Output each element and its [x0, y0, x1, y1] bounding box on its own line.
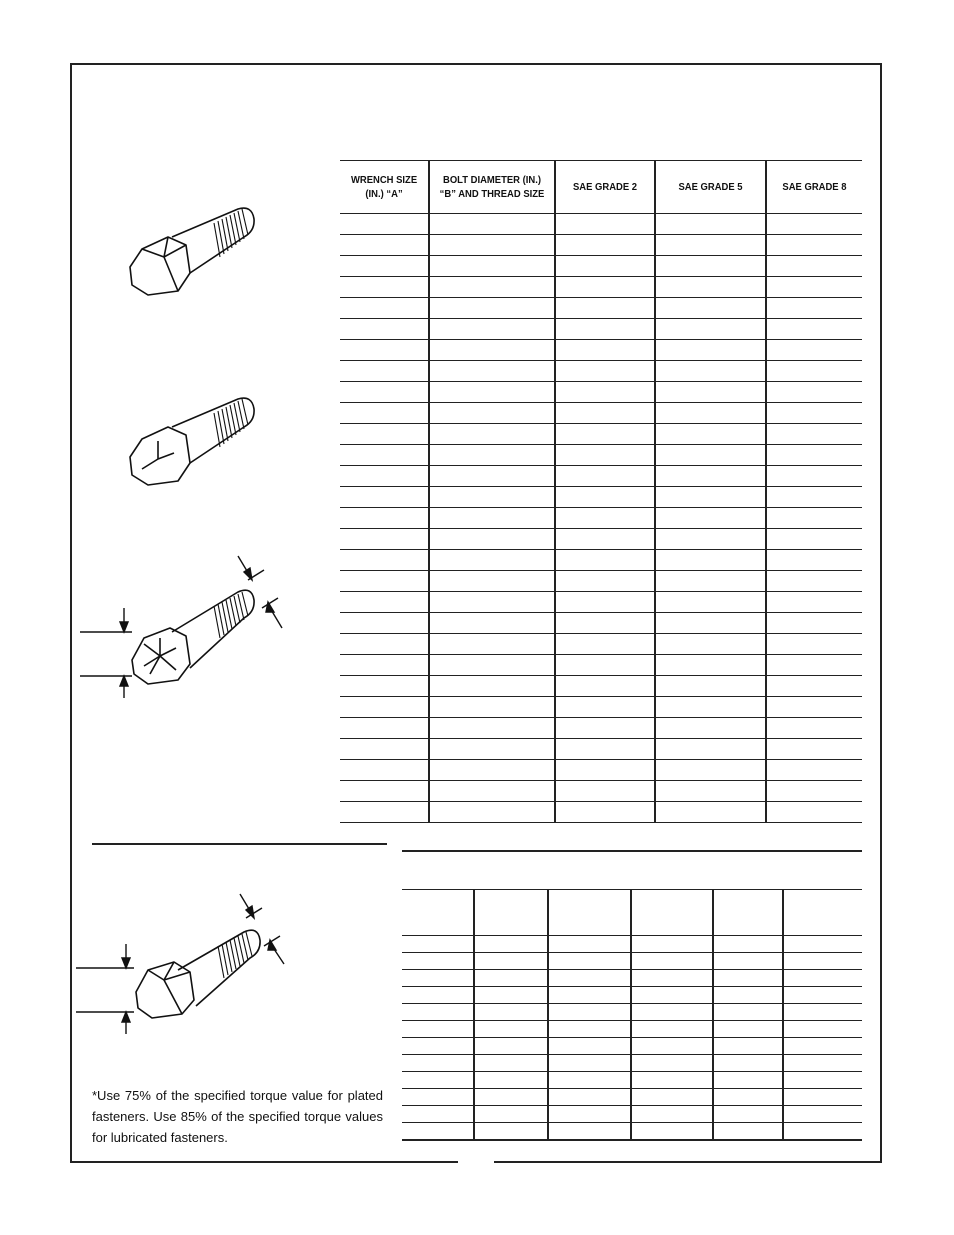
- metric-table-cell: [474, 1021, 548, 1038]
- sae-table-cell: [429, 361, 555, 382]
- metric-table-cell: [474, 1004, 548, 1021]
- sae-table-cell: [555, 277, 655, 298]
- metric-table-cell: [402, 1123, 474, 1141]
- metric-table-row: [402, 1123, 862, 1141]
- sae-table-cell: [340, 361, 429, 382]
- metric-table-row: [402, 1106, 862, 1123]
- sae-table-cell: [555, 592, 655, 613]
- metric-table-row: [402, 970, 862, 987]
- sae-table-cell: [766, 298, 862, 319]
- sae-table-cell: [555, 298, 655, 319]
- sae-table-cell: [429, 403, 555, 424]
- metric-table-cell: [548, 1123, 631, 1141]
- metric-table-cell: [783, 1072, 862, 1089]
- sae-table-cell: [655, 340, 766, 361]
- metric-table-row: [402, 1089, 862, 1106]
- sae-table-cell: [655, 508, 766, 529]
- metric-table-cell: [783, 987, 862, 1004]
- sae-torque-table: [340, 160, 862, 823]
- sae-table-cell: [340, 655, 429, 676]
- page-number-gap: [458, 1158, 494, 1166]
- sae-table-cell: [766, 361, 862, 382]
- metric-table-cell: [713, 1004, 783, 1021]
- metric-table-cell: [713, 1021, 783, 1038]
- metric-torque-table: [402, 889, 862, 1141]
- sae-table-cell: [766, 424, 862, 445]
- sae-table-cell: [340, 214, 429, 235]
- sae-table-cell: [655, 655, 766, 676]
- bolt-grade5-icon: [120, 385, 270, 495]
- sae-table-cell: [655, 697, 766, 718]
- header-sae-grade-5: SAE GRADE 5: [661, 161, 761, 214]
- sae-table-row: [340, 340, 862, 361]
- metric-table-cell: [631, 1123, 713, 1141]
- sae-table-cell: [429, 319, 555, 340]
- sae-table-cell: [340, 760, 429, 781]
- metric-table-cell: [402, 1072, 474, 1089]
- sae-table-row: [340, 382, 862, 403]
- sae-table-cell: [555, 256, 655, 277]
- sae-table-cell: [555, 634, 655, 655]
- torque-note: *Use 75% of the specified torque value for plated fasteners. Use 85% of the specified torque values for lubricated fasteners.: [92, 1088, 383, 1145]
- sae-table-cell: [429, 235, 555, 256]
- sae-table-cell: [766, 655, 862, 676]
- sae-table-cell: [555, 214, 655, 235]
- sae-table-cell: [655, 781, 766, 802]
- metric-table-cell: [783, 1038, 862, 1055]
- metric-table-row: [402, 1038, 862, 1055]
- sae-table-body: [340, 214, 862, 823]
- sae-table-cell: [429, 382, 555, 403]
- metric-header-cell: [402, 890, 474, 936]
- sae-table-cell: [340, 781, 429, 802]
- sae-table-cell: [555, 676, 655, 697]
- sae-table-cell: [340, 424, 429, 445]
- sae-table-cell: [429, 424, 555, 445]
- sae-table-cell: [340, 802, 429, 823]
- sae-table-row: [340, 361, 862, 382]
- metric-table-row: [402, 1055, 862, 1072]
- sae-table-cell: [340, 697, 429, 718]
- sae-table-cell: [429, 214, 555, 235]
- sae-table-cell: [766, 781, 862, 802]
- sae-table-cell: [555, 655, 655, 676]
- sae-table-cell: [766, 214, 862, 235]
- sae-table-cell: [766, 319, 862, 340]
- sae-table-cell: [429, 802, 555, 823]
- sae-table-cell: [340, 718, 429, 739]
- sae-table-row: [340, 802, 862, 823]
- metric-table-cell: [474, 1089, 548, 1106]
- sae-table-cell: [555, 760, 655, 781]
- sae-table-cell: [340, 571, 429, 592]
- metric-table-cell: [474, 1055, 548, 1072]
- sae-table-cell: [340, 277, 429, 298]
- metric-table-cell: [783, 1021, 862, 1038]
- sae-table-cell: [766, 613, 862, 634]
- sae-table-cell: [340, 592, 429, 613]
- sae-table-cell: [655, 361, 766, 382]
- metric-table-cell: [548, 936, 631, 953]
- sae-table-cell: [555, 361, 655, 382]
- sae-table-cell: [655, 592, 766, 613]
- metric-table-cell: [474, 1123, 548, 1141]
- sae-table-row: [340, 424, 862, 445]
- sae-table-cell: [655, 298, 766, 319]
- sae-table-cell: [340, 445, 429, 466]
- sae-table-cell: [340, 739, 429, 760]
- metric-table-row: [402, 1021, 862, 1038]
- sae-table-cell: [340, 340, 429, 361]
- sae-table-cell: [766, 529, 862, 550]
- sae-table-cell: [429, 340, 555, 361]
- sae-table-cell: [766, 277, 862, 298]
- sae-table-cell: [555, 550, 655, 571]
- sae-table-row: [340, 277, 862, 298]
- metric-table-title-rule: [402, 850, 862, 852]
- metric-table-cell: [631, 1021, 713, 1038]
- sae-table-row: [340, 571, 862, 592]
- metric-table-cell: [783, 1106, 862, 1123]
- metric-table-cell: [631, 1072, 713, 1089]
- sae-table-cell: [429, 277, 555, 298]
- sae-table-cell: [555, 697, 655, 718]
- section-divider: [92, 843, 387, 845]
- metric-table-cell: [474, 936, 548, 953]
- sae-table-cell: [429, 718, 555, 739]
- sae-table-cell: [429, 634, 555, 655]
- metric-table-row: [402, 936, 862, 953]
- header-sae-grade-2: SAE GRADE 2: [560, 161, 650, 214]
- sae-table-cell: [340, 403, 429, 424]
- metric-table-cell: [631, 970, 713, 987]
- metric-table-cell: [402, 953, 474, 970]
- sae-table-cell: [655, 676, 766, 697]
- sae-table-cell: [429, 550, 555, 571]
- metric-table-cell: [548, 1089, 631, 1106]
- metric-table-row: [402, 1072, 862, 1089]
- sae-table-cell: [766, 508, 862, 529]
- metric-table-cell: [402, 1021, 474, 1038]
- metric-table-cell: [402, 1055, 474, 1072]
- sae-table-cell: [555, 466, 655, 487]
- sae-table-row: [340, 697, 862, 718]
- sae-table-cell: [766, 697, 862, 718]
- sae-table-cell: [655, 718, 766, 739]
- sae-table-cell: [766, 256, 862, 277]
- sae-table-cell: [555, 802, 655, 823]
- sae-table-cell: [340, 382, 429, 403]
- sae-table-row: [340, 298, 862, 319]
- sae-table-cell: [340, 298, 429, 319]
- sae-table-cell: [340, 487, 429, 508]
- sae-table-cell: [655, 487, 766, 508]
- metric-header-cell: [548, 890, 631, 936]
- metric-header-cell: [713, 890, 783, 936]
- sae-table-cell: [340, 550, 429, 571]
- metric-table-header-row: [402, 890, 862, 936]
- metric-table-cell: [548, 1055, 631, 1072]
- sae-table-cell: [766, 235, 862, 256]
- metric-table-cell: [402, 1089, 474, 1106]
- sae-table-cell: [429, 676, 555, 697]
- sae-table-row: [340, 676, 862, 697]
- sae-table-cell: [655, 739, 766, 760]
- sae-table-cell: [555, 508, 655, 529]
- sae-table-cell: [429, 466, 555, 487]
- sae-table-cell: [555, 571, 655, 592]
- sae-table-cell: [655, 466, 766, 487]
- sae-table-cell: [766, 592, 862, 613]
- sae-table-cell: [340, 256, 429, 277]
- sae-table-cell: [429, 655, 555, 676]
- metric-table-cell: [474, 1038, 548, 1055]
- metric-table-row: [402, 953, 862, 970]
- metric-table-cell: [631, 936, 713, 953]
- sae-table-cell: [766, 760, 862, 781]
- sae-table-row: [340, 508, 862, 529]
- sae-table-cell: [655, 319, 766, 340]
- metric-table-cell: [713, 1106, 783, 1123]
- metric-table-cell: [631, 1089, 713, 1106]
- sae-table-cell: [766, 718, 862, 739]
- metric-table-cell: [548, 1021, 631, 1038]
- metric-table-cell: [713, 953, 783, 970]
- sae-table-cell: [655, 256, 766, 277]
- sae-table-cell: [766, 634, 862, 655]
- sae-table-cell: [655, 550, 766, 571]
- metric-table-cell: [548, 1038, 631, 1055]
- sae-table-cell: [429, 256, 555, 277]
- sae-table-row: [340, 256, 862, 277]
- metric-table-cell: [474, 970, 548, 987]
- sae-table-row: [340, 760, 862, 781]
- sae-table-row: [340, 214, 862, 235]
- sae-table-row: [340, 592, 862, 613]
- metric-table-cell: [631, 1106, 713, 1123]
- sae-table-cell: [655, 382, 766, 403]
- sae-table-row: [340, 319, 862, 340]
- sae-table-row: [340, 487, 862, 508]
- sae-table-cell: [555, 718, 655, 739]
- metric-table-cell: [631, 1055, 713, 1072]
- metric-table-cell: [474, 1072, 548, 1089]
- sae-table-cell: [555, 613, 655, 634]
- sae-table-cell: [429, 781, 555, 802]
- metric-table-cell: [548, 1106, 631, 1123]
- sae-table-row: [340, 445, 862, 466]
- sae-table-cell: [429, 445, 555, 466]
- metric-table-cell: [631, 987, 713, 1004]
- sae-table-cell: [340, 508, 429, 529]
- sae-table-cell: [766, 382, 862, 403]
- metric-table-cell: [548, 1004, 631, 1021]
- metric-header-cell: [783, 890, 862, 936]
- metric-table-cell: [631, 1038, 713, 1055]
- sae-table-cell: [429, 613, 555, 634]
- sae-table-cell: [555, 445, 655, 466]
- sae-table-cell: [555, 382, 655, 403]
- metric-table-cell: [783, 970, 862, 987]
- sae-table-cell: [429, 298, 555, 319]
- sae-table-cell: [340, 613, 429, 634]
- metric-table-cell: [548, 953, 631, 970]
- bolt-grade8-icon: [78, 552, 288, 702]
- sae-table-cell: [766, 340, 862, 361]
- metric-table-cell: [474, 987, 548, 1004]
- metric-table-cell: [713, 1055, 783, 1072]
- sae-table-cell: [655, 445, 766, 466]
- sae-table-row: [340, 655, 862, 676]
- metric-table-cell: [713, 1072, 783, 1089]
- sae-table-cell: [340, 235, 429, 256]
- sae-table-cell: [555, 424, 655, 445]
- metric-table-cell: [783, 1089, 862, 1106]
- metric-table-cell: [548, 1072, 631, 1089]
- metric-table-cell: [402, 936, 474, 953]
- sae-table-row: [340, 781, 862, 802]
- sae-table-cell: [340, 634, 429, 655]
- sae-table-cell: [766, 403, 862, 424]
- sae-table-cell: [655, 214, 766, 235]
- metric-header-cell: [474, 890, 548, 936]
- sae-table-cell: [429, 571, 555, 592]
- sae-table-row: [340, 550, 862, 571]
- metric-table-cell: [713, 987, 783, 1004]
- sae-table-header-row: [340, 161, 862, 214]
- metric-table-cell: [474, 953, 548, 970]
- metric-table-cell: [548, 987, 631, 1004]
- sae-table-cell: [655, 235, 766, 256]
- metric-table-cell: [474, 1106, 548, 1123]
- sae-table-cell: [340, 466, 429, 487]
- header-wrench-size: WRENCH SIZE (IN.) “A”: [344, 161, 424, 214]
- sae-table-cell: [340, 319, 429, 340]
- metric-table-row: [402, 987, 862, 1004]
- sae-table-cell: [555, 781, 655, 802]
- sae-table-cell: [766, 802, 862, 823]
- sae-table-cell: [340, 676, 429, 697]
- sae-table-cell: [655, 760, 766, 781]
- sae-table-cell: [555, 340, 655, 361]
- sae-table-cell: [555, 529, 655, 550]
- metric-table-cell: [713, 1038, 783, 1055]
- sae-table-row: [340, 634, 862, 655]
- header-sae-grade-8: SAE GRADE 8: [771, 161, 857, 214]
- metric-table-cell: [402, 987, 474, 1004]
- sae-table-cell: [555, 739, 655, 760]
- sae-table-cell: [655, 634, 766, 655]
- metric-table-cell: [713, 970, 783, 987]
- sae-table-cell: [766, 466, 862, 487]
- metric-table-cell: [713, 1123, 783, 1141]
- metric-table-row: [402, 1004, 862, 1021]
- sae-table-row: [340, 466, 862, 487]
- sae-table-cell: [555, 487, 655, 508]
- sae-table-row: [340, 403, 862, 424]
- sae-table-cell: [655, 613, 766, 634]
- metric-table-cell: [548, 970, 631, 987]
- sae-table-cell: [766, 550, 862, 571]
- sae-table-row: [340, 235, 862, 256]
- metric-table-cell: [402, 970, 474, 987]
- metric-table-cell: [783, 953, 862, 970]
- metric-table-cell: [783, 1123, 862, 1141]
- sae-table-cell: [429, 487, 555, 508]
- bolt-plain-icon: [120, 195, 270, 305]
- metric-table-cell: [713, 936, 783, 953]
- sae-table-cell: [429, 508, 555, 529]
- sae-table-cell: [555, 319, 655, 340]
- sae-table-row: [340, 739, 862, 760]
- metric-table-cell: [783, 936, 862, 953]
- sae-table-cell: [655, 529, 766, 550]
- sae-table-cell: [655, 277, 766, 298]
- sae-table-row: [340, 529, 862, 550]
- sae-table-cell: [766, 676, 862, 697]
- sae-table-cell: [429, 760, 555, 781]
- sae-table-cell: [340, 529, 429, 550]
- sae-table-cell: [766, 739, 862, 760]
- bolt-metric-icon: [74, 888, 294, 1038]
- sae-table-cell: [555, 235, 655, 256]
- sae-table-cell: [429, 529, 555, 550]
- sae-table-cell: [429, 697, 555, 718]
- sae-table-cell: [555, 403, 655, 424]
- sae-table-row: [340, 613, 862, 634]
- metric-table-cell: [631, 1004, 713, 1021]
- metric-table-cell: [402, 1004, 474, 1021]
- sae-table-cell: [429, 592, 555, 613]
- metric-table-cell: [402, 1038, 474, 1055]
- sae-table-cell: [766, 571, 862, 592]
- sae-table-cell: [766, 487, 862, 508]
- sae-table-cell: [655, 802, 766, 823]
- metric-table-cell: [402, 1106, 474, 1123]
- metric-table-cell: [631, 953, 713, 970]
- metric-header-cell: [631, 890, 713, 936]
- sae-table-cell: [429, 739, 555, 760]
- metric-table-cell: [713, 1089, 783, 1106]
- sae-table-cell: [766, 445, 862, 466]
- metric-table-cell: [783, 1055, 862, 1072]
- sae-table-cell: [655, 424, 766, 445]
- sae-table-cell: [655, 571, 766, 592]
- metric-table-body: [402, 936, 862, 1141]
- sae-table-row: [340, 718, 862, 739]
- metric-table-cell: [783, 1004, 862, 1021]
- header-bolt-diameter: BOLT DIAMETER (IN.) “B” AND THREAD SIZE: [435, 161, 548, 214]
- sae-table-cell: [655, 403, 766, 424]
